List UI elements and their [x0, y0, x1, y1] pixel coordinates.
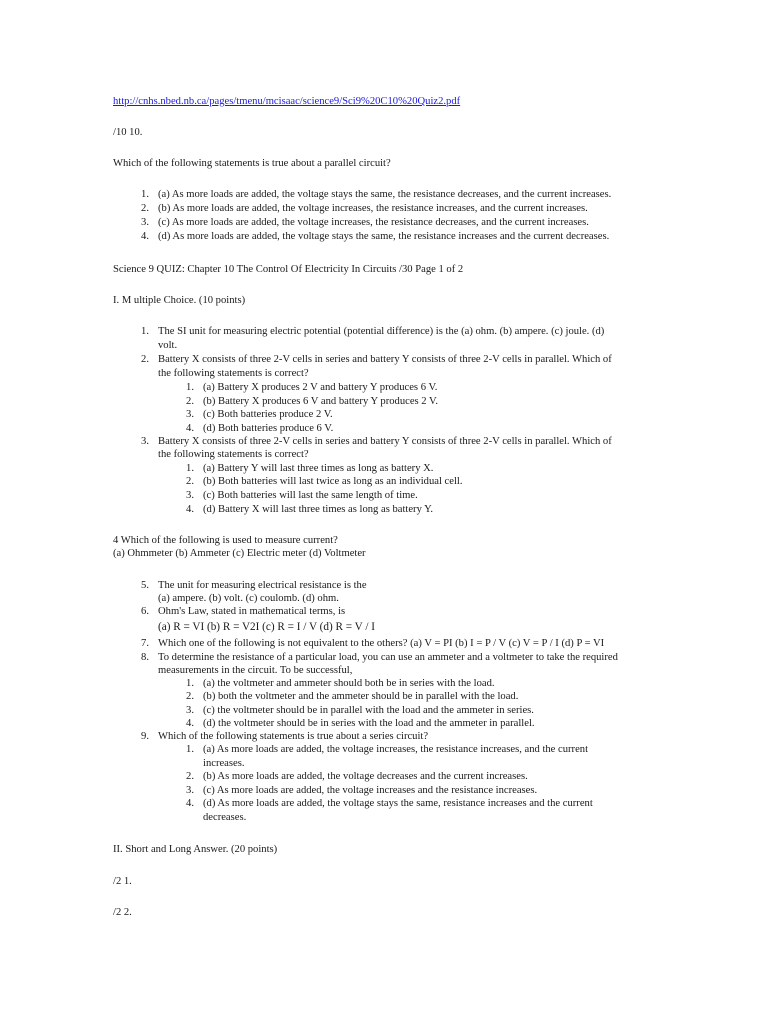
list-number: 3.: [186, 785, 194, 796]
list-item: (a) As more loads are added, the voltage increases, the resistance increases, and the current: [203, 744, 589, 755]
question-text: 4 Which of the following is used to measure current?: [113, 535, 338, 546]
list-number: 4.: [186, 504, 194, 515]
list-item: (d) Battery X will last three times as long as battery Y.: [203, 504, 434, 515]
question-number: 2.: [141, 354, 149, 365]
list-number: 3.: [186, 409, 194, 420]
question-text: the following statements is correct?: [158, 449, 309, 460]
question-number: 9.: [141, 731, 149, 742]
list-number: 1.: [186, 463, 194, 474]
question-text: Battery X consists of three 2-V cells in series and battery Y consists of three 2-V cells in parallel. Which of: [158, 436, 612, 447]
question-options: (a) R = VI (b) R = V2I (c) R = I / V (d) R = V / I: [158, 621, 375, 633]
question-text: the following statements is correct?: [158, 368, 309, 379]
list-item: (d) Both batteries produce 6 V.: [203, 423, 334, 434]
list-item: (c) Both batteries produce 2 V.: [203, 409, 333, 420]
list-item: (c) As more loads are added, the voltage increases, the resistance decreases, and the current increases.: [158, 217, 589, 228]
question-options: (a) ampere. (b) volt. (c) coulomb. (d) ohm.: [158, 593, 339, 604]
list-item: (a) Battery Y will last three times as long as battery X.: [203, 463, 434, 474]
question-text: Which one of the following is not equivalent to the others? (a) V = PI (b) I = P / V (c) V = P / I (d) P = VI: [158, 638, 605, 649]
list-number: 2.: [186, 396, 194, 407]
list-number: 2.: [186, 476, 194, 487]
question-options: (a) Ohmmeter (b) Ammeter (c) Electric meter (d) Voltmeter: [113, 548, 366, 559]
question-text: Ohm's Law, stated in mathematical terms, is: [158, 606, 346, 617]
question-text: Battery X consists of three 2-V cells in series and battery Y consists of three 2-V cells in parallel. Which of: [158, 354, 612, 365]
list-item: (c) the voltmeter should be in parallel with the load and the ammeter in series.: [203, 705, 534, 716]
question-text: volt.: [158, 340, 178, 351]
list-item: (a) the voltmeter and ammeter should both be in series with the load.: [203, 678, 495, 689]
section2-title: II. Short and Long Answer. (20 points): [113, 844, 278, 855]
list-item-continuation: increases.: [203, 758, 245, 769]
question-number: 3.: [141, 436, 149, 447]
list-number: 3.: [186, 490, 194, 501]
list-number: 4.: [141, 231, 149, 242]
list-number: 1.: [186, 678, 194, 689]
question-text: The unit for measuring electrical resistance is the: [158, 580, 367, 591]
list-number: 2.: [186, 771, 194, 782]
question-number: 5.: [141, 580, 149, 591]
list-item: (c) Both batteries will last the same length of time.: [203, 490, 418, 501]
score-q2: /2 2.: [113, 907, 132, 918]
list-number: 1.: [186, 382, 194, 393]
quiz-title: Science 9 QUIZ: Chapter 10 The Control Of Electricity In Circuits /30 Page 1 of 2: [113, 264, 464, 275]
section1-title: I. M ultiple Choice. (10 points): [113, 295, 246, 306]
score-q1: /2 1.: [113, 876, 132, 887]
list-item: (b) Both batteries will last twice as long as an individual cell.: [203, 476, 463, 487]
list-item: (d) As more loads are added, the voltage stays the same, the resistance increases and the current decreases.: [158, 231, 610, 242]
score-header: /10 10.: [113, 127, 143, 138]
list-item: (b) As more loads are added, the voltage increases, the resistance increases, and the current increases.: [158, 203, 588, 214]
list-item: (c) As more loads are added, the voltage increases and the resistance increases.: [203, 785, 538, 796]
question-text: measurements in the circuit. To be successful,: [158, 665, 353, 676]
list-number: 2.: [141, 203, 149, 214]
list-number: 3.: [141, 217, 149, 228]
list-item: (a) As more loads are added, the voltage stays the same, the resistance decreases, and the current increases.: [158, 189, 612, 200]
list-item-continuation: decreases.: [203, 812, 247, 823]
list-number: 4.: [186, 423, 194, 434]
question-number: 6.: [141, 606, 149, 617]
question-text: Which of the following statements is true about a series circuit?: [158, 731, 429, 742]
list-item: (a) Battery X produces 2 V and battery Y produces 6 V.: [203, 382, 438, 393]
question-number: 8.: [141, 652, 149, 663]
list-item: (d) the voltmeter should be in series with the load and the ammeter in parallel.: [203, 718, 535, 729]
list-number: 3.: [186, 705, 194, 716]
list-number: 4.: [186, 798, 194, 809]
question-number: 1.: [141, 326, 149, 337]
question-text: The SI unit for measuring electric potential (potential difference) is the (a) ohm. (b) ampere. (c) joule. (d): [158, 326, 605, 337]
source-url-link[interactable]: http://cnhs.nbed.nb.ca/pages/tmenu/mcisaac/science9/Sci9%20C10%20Quiz2.pdf: [113, 96, 461, 107]
list-item: (b) Battery X produces 6 V and battery Y produces 2 V.: [203, 396, 438, 407]
list-number: 1.: [186, 744, 194, 755]
list-item: (d) As more loads are added, the voltage stays the same, resistance increases and the current: [203, 798, 593, 809]
list-number: 1.: [141, 189, 149, 200]
question-text: To determine the resistance of a particular load, you can use an ammeter and a voltmeter to take the required: [158, 652, 618, 663]
list-item: (b) both the voltmeter and the ammeter should be in parallel with the load.: [203, 691, 519, 702]
parallel-question: Which of the following statements is true about a parallel circuit?: [113, 158, 391, 169]
list-number: 2.: [186, 691, 194, 702]
list-item: (b) As more loads are added, the voltage decreases and the current increases.: [203, 771, 528, 782]
question-number: 7.: [141, 638, 149, 649]
list-number: 4.: [186, 718, 194, 729]
